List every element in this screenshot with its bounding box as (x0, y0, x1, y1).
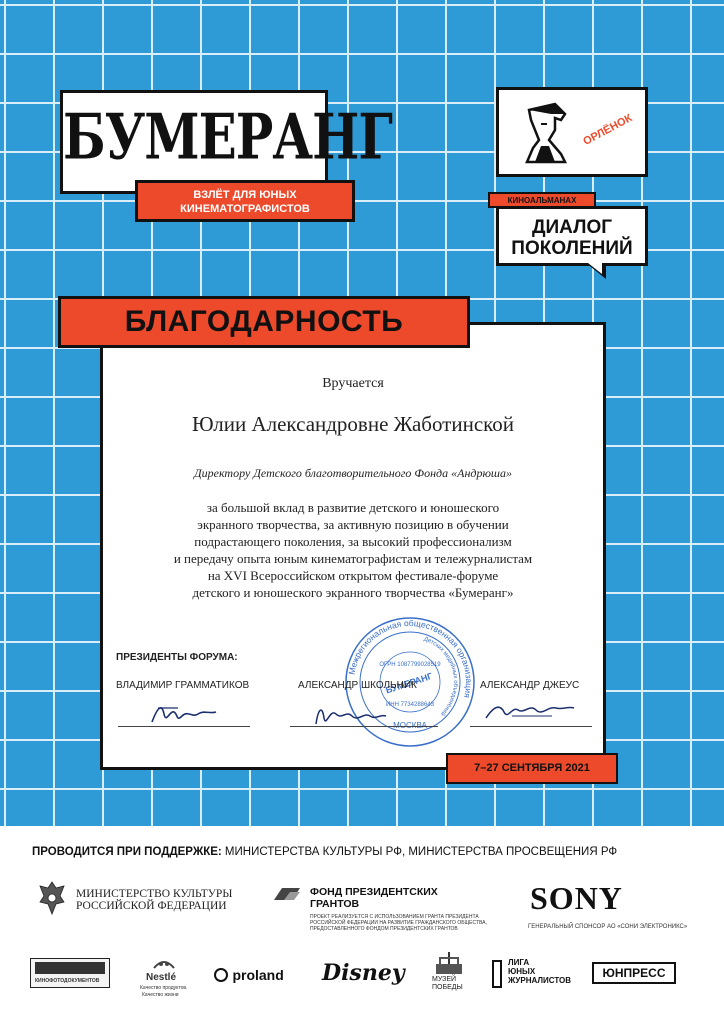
kinofotodokumentov-archive-logo (30, 958, 110, 988)
proland-ring-icon (214, 968, 228, 982)
logo-subtitle (135, 180, 355, 222)
awarded-label: Вручается (322, 376, 384, 391)
presidential-grants-fund-logo (310, 886, 438, 910)
body-line: экранного творчества, за активную позицию в обучении (197, 517, 509, 532)
minkult-line2: РОССИЙСКОЙ ФЕДЕРАЦИИ (76, 900, 227, 912)
liga-yunykh-zhurnalistov-logo (492, 958, 572, 992)
liga-line3: ЖУРНАЛИСТОВ (508, 976, 572, 985)
nestle-label: Nestlé (146, 972, 177, 983)
proland-label: proland (232, 966, 284, 983)
nestle-note2: Качество жизни (142, 992, 179, 998)
signature-grammatikov (148, 700, 220, 730)
fpg-grant-note: ПРОЕКТ РЕАЛИЗУЕТСЯ С ИСПОЛЬЗОВАНИЕМ ГРАНТА ПРЕЗИДЕНТА РОССИЙСКОЙ ФЕДЕРАЦИИ НА РАЗВИТИЕ ГРАЖДАНСКОГО ОБЩЕСТВА, ПРЕДОСТАВЛЕННОГО ФОНДОМ ПРЕЗИДЕНТСКИХ ГРАНТОВ (310, 914, 487, 932)
president-name: АЛЕКСАНДР ДЖЕУС (480, 680, 580, 691)
logo-subtitle-line1: ВЗЛЁТ ДЛЯ ЮНЫХ (193, 189, 297, 201)
liga-line2: ЮНЫХ (508, 967, 536, 976)
museum-line2: ПОБЕДЫ (432, 984, 463, 991)
orlyonok-label: ОРЛЁНОК (581, 112, 635, 148)
president-name: АЛЕКСАНДР ШКОЛЬНИК (298, 680, 417, 691)
fpg-line1: ФОНД ПРЕЗИДЕНТСКИХ (310, 886, 438, 898)
stamp-outer-text: Межрегиональная общественная организация (346, 617, 475, 699)
minkult-line1: МИНИСТЕРСТВО КУЛЬТУРЫ (76, 888, 233, 900)
yunpress-logo: ЮНПРЕСС (592, 962, 676, 984)
body-line: на XVI Всероссийском открытом фестивале-форуме (207, 568, 499, 583)
body-line: за большой вклад в развитие детского и юношеского (206, 500, 500, 515)
recipient-name: Юлии Александровне Жаботинской (191, 412, 515, 436)
orlyonok-logo (496, 87, 648, 177)
recipient-position: Директору Детского благотворительного Фонда «Андрюша» (194, 466, 512, 480)
archive-label: КИНОФОТОДОКУМЕНТОВ (35, 978, 100, 984)
museum-line1: МУЗЕЙ (432, 976, 457, 983)
support-ministries: МИНИСТЕРСТВА КУЛЬТУРЫ РФ, МИНИСТЕРСТВА ПРОСВЕЩЕНИЯ РФ (221, 846, 618, 858)
president-name: ВЛАДИМИР ГРАММАТИКОВ (116, 680, 250, 691)
dialog-line1: ДИАЛОГ (531, 217, 613, 238)
stamp-center-text: БУМЕРАНГ (384, 670, 434, 696)
festival-dates: 7–27 СЕНТЯБРЯ 2021 (446, 753, 618, 784)
kinoalmanac-tag: КИНОАЛЬМАНАХ (488, 192, 596, 208)
eagle-emblem-icon (38, 880, 66, 916)
sony-sponsor-note: ГЕНЕРАЛЬНЫЙ СПОНСОР АО «СОНИ ЭЛЕКТРОНИКС» (528, 924, 688, 930)
museum-pobedy-logo (430, 952, 470, 998)
proland-logo (214, 966, 284, 984)
support-label: ПРОВОДИТСЯ ПРИ ПОДДЕРЖКЕ: (32, 846, 222, 858)
support-line (32, 846, 617, 858)
liga-line1: ЛИГА (508, 958, 530, 967)
presidents-heading: ПРЕЗИДЕНТЫ ФОРУМА: (116, 652, 238, 663)
signature-shkolnik (310, 700, 390, 730)
ministry-culture-logo (76, 888, 232, 912)
sony-logo: SONY (530, 880, 623, 916)
boomerang-logo (60, 90, 392, 194)
dialog-line2: ПОКОЛЕНИЙ (511, 238, 633, 259)
signature-dzheus (482, 696, 578, 726)
stamp-inn: ИНН 7734288643 (385, 702, 435, 708)
nestle-note1: Качество продуктов. (140, 985, 188, 991)
liga-mark-icon (492, 960, 502, 988)
body-line: и передачу опыта юным кинематографистам и тележурналистам (173, 551, 533, 566)
body-line: подрастающего поколения, за высокий профессионализм (194, 534, 512, 549)
stamp-ogrn: ОГРН 1087799028519 (379, 662, 441, 668)
museum-building-icon (434, 952, 464, 974)
disney-logo: Disney (322, 960, 405, 986)
nest-icon (152, 954, 176, 972)
signature-line (470, 726, 592, 727)
fpg-line2: ГРАНТОВ (310, 898, 360, 910)
certificate-title: БЛАГОДАРНОСТЬ (58, 296, 470, 348)
nestle-logo (140, 954, 192, 1004)
logo-subtitle-line2: КИНЕМАТОГРАФИСТОВ (180, 203, 310, 215)
fpg-mark-icon (272, 886, 302, 902)
boomerang-logo-text: БУМЕРАНГ (63, 99, 392, 174)
body-line: детского и юношеского экранного творчества «Бумеранг» (192, 585, 514, 600)
orlyonok-figure-icon (521, 100, 571, 164)
dialog-pokoleniy-logo (496, 206, 648, 266)
certificate-body (140, 499, 566, 601)
stamp-inner-text: Детских медийных объединений (422, 636, 459, 717)
